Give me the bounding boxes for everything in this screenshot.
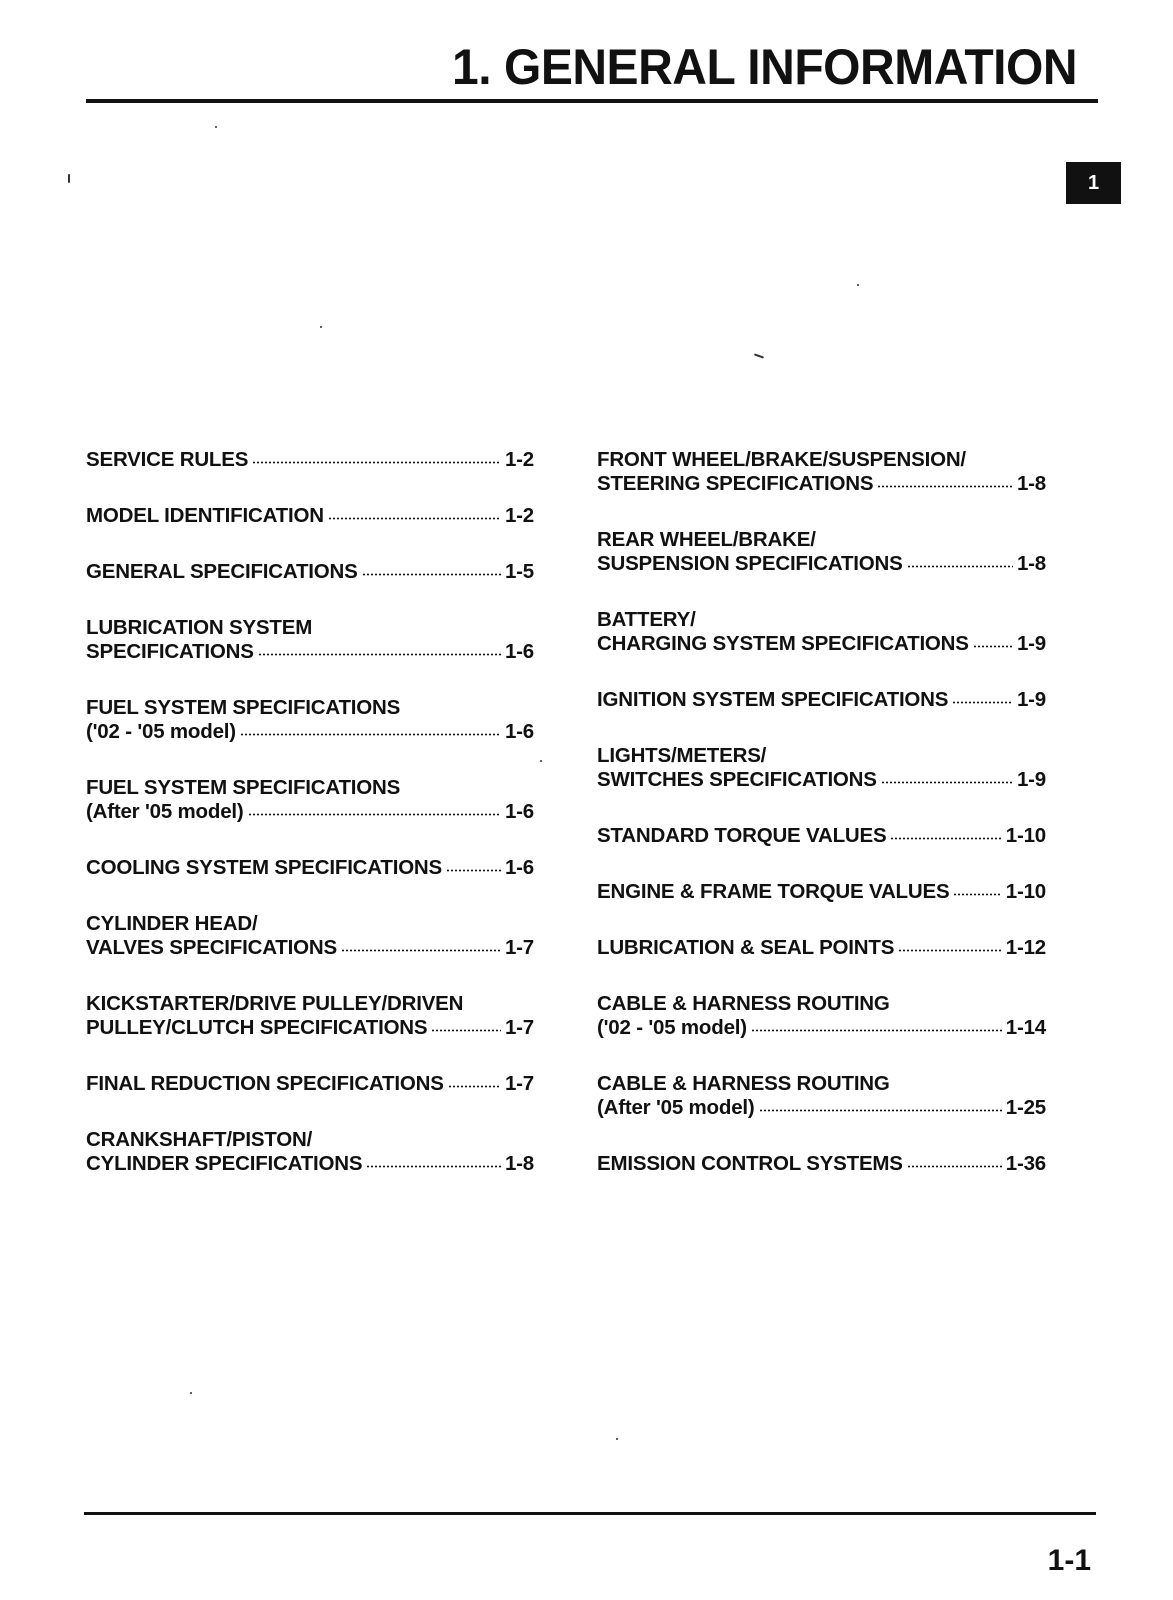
toc-entry-title-line: CABLE & HARNESS ROUTING <box>597 1072 890 1095</box>
dot-leader <box>362 573 501 576</box>
toc-entry-row <box>86 1152 534 1176</box>
toc-entry-title-line: STEERING SPECIFICATIONS <box>597 472 874 495</box>
toc-entry[interactable] <box>597 1072 1046 1120</box>
scan-speck <box>540 760 542 762</box>
toc-page-ref: 1-6 <box>504 720 534 743</box>
toc-entry[interactable] <box>86 992 534 1040</box>
toc-entry[interactable] <box>86 1072 534 1096</box>
toc-entry-row <box>86 720 534 744</box>
title-rule <box>86 99 1098 103</box>
dot-leader <box>890 837 1001 840</box>
dot-leader <box>258 653 501 656</box>
page-number: 1-1 <box>1047 1544 1091 1577</box>
dot-leader <box>240 733 501 736</box>
toc-entry[interactable] <box>86 560 534 584</box>
toc-page-ref: 1-12 <box>1005 936 1046 959</box>
toc-entry-title-line: GENERAL SPECIFICATIONS <box>86 560 358 583</box>
scan-speck <box>616 1438 618 1440</box>
toc-entry-row <box>597 1096 1046 1120</box>
dot-leader <box>366 1165 501 1168</box>
toc-entry-title-line: KICKSTARTER/DRIVE PULLEY/DRIVEN <box>86 992 464 1015</box>
toc-entry-row <box>597 632 1046 656</box>
toc-entry-title-line: LIGHTS/METERS/ <box>597 744 767 767</box>
dot-leader <box>328 517 501 520</box>
toc-entry[interactable] <box>86 776 534 824</box>
toc-entry[interactable] <box>86 616 534 664</box>
toc-entry-title-line: ENGINE & FRAME TORQUE VALUES <box>597 880 950 903</box>
toc-entry-title-line: FRONT WHEEL/BRAKE/SUSPENSION/ <box>597 448 966 471</box>
toc-entry-title-line: COOLING SYSTEM SPECIFICATIONS <box>86 856 443 879</box>
toc-entry-row <box>597 472 1046 496</box>
toc-entry-title-line: CYLINDER HEAD/ <box>86 912 258 935</box>
toc-entry-row <box>597 936 1046 960</box>
toc-entry-title-line: FINAL REDUCTION SPECIFICATIONS <box>86 1072 444 1095</box>
toc-page-ref: 1-25 <box>1005 1096 1046 1119</box>
toc-entry[interactable] <box>597 448 1046 496</box>
toc-entry-row <box>597 1016 1046 1040</box>
footer-rule <box>84 1512 1096 1515</box>
dot-leader <box>953 893 1001 896</box>
toc-entry[interactable] <box>597 992 1046 1040</box>
toc-entry-row <box>86 504 534 528</box>
dot-leader <box>973 645 1013 648</box>
toc-entry-row <box>86 448 534 472</box>
toc-page-ref: 1-6 <box>504 800 534 823</box>
toc-page-ref: 1-2 <box>504 504 534 527</box>
toc-page-ref: 1-10 <box>1005 824 1046 847</box>
toc-entry-row <box>597 768 1046 792</box>
toc-entry[interactable] <box>86 912 534 960</box>
toc-entry-row <box>86 856 534 880</box>
toc-entry-title-line: IGNITION SYSTEM SPECIFICATIONS <box>597 688 949 711</box>
toc-entry-row <box>597 1152 1046 1176</box>
toc-page-ref: 1-7 <box>504 1072 534 1095</box>
toc-entry-row <box>86 936 534 960</box>
dot-leader <box>907 565 1013 568</box>
toc-entry-title-line: SUSPENSION SPECIFICATIONS <box>597 552 903 575</box>
toc-entry-row <box>597 824 1046 848</box>
toc-entry[interactable] <box>597 936 1046 960</box>
dot-leader <box>907 1165 1002 1168</box>
dot-leader <box>448 1085 501 1088</box>
toc-entry-title-line: SWITCHES SPECIFICATIONS <box>597 768 877 791</box>
toc-entry-title-line: CABLE & HARNESS ROUTING <box>597 992 890 1015</box>
dot-leader <box>341 949 501 952</box>
toc-entry-title-line: FUEL SYSTEM SPECIFICATIONS <box>86 776 401 799</box>
scan-speck <box>857 284 859 286</box>
dot-leader <box>759 1109 1002 1112</box>
toc-entry-title-line: REAR WHEEL/BRAKE/ <box>597 528 816 551</box>
toc-entry[interactable] <box>597 824 1046 848</box>
toc-page-ref: 1-5 <box>504 560 534 583</box>
toc-entry[interactable] <box>597 744 1046 792</box>
toc-entry[interactable] <box>597 1152 1046 1176</box>
toc-entry[interactable] <box>597 528 1046 576</box>
toc-entry[interactable] <box>86 1128 534 1176</box>
toc-page-ref: 1-8 <box>504 1152 534 1175</box>
dot-leader <box>898 949 1002 952</box>
toc-page-ref: 1-10 <box>1005 880 1046 903</box>
toc-entry-title-line: ('02 - '05 model) <box>86 720 236 743</box>
toc-entry-title-line: VALVES SPECIFICATIONS <box>86 936 337 959</box>
dot-leader <box>446 869 501 872</box>
toc-entry-row <box>86 560 534 584</box>
toc-entry-title-line: LUBRICATION & SEAL POINTS <box>597 936 895 959</box>
toc-entry-row <box>86 640 534 664</box>
toc-entry-row <box>597 880 1046 904</box>
toc-entry-title-line: CHARGING SYSTEM SPECIFICATIONS <box>597 632 969 655</box>
toc-page-ref: 1-9 <box>1016 688 1046 711</box>
toc-page-ref: 1-6 <box>504 640 534 663</box>
toc-entry-row <box>86 1072 534 1096</box>
toc-page-ref: 1-2 <box>504 448 534 471</box>
toc-page-ref: 1-8 <box>1016 552 1046 575</box>
toc-entry[interactable] <box>86 448 534 472</box>
toc-entry-row <box>86 800 534 824</box>
toc-entry-row <box>86 1016 534 1040</box>
dot-leader <box>952 701 1013 704</box>
toc-entry-title-line: SPECIFICATIONS <box>86 640 254 663</box>
toc-entry-title-line: STANDARD TORQUE VALUES <box>597 824 887 847</box>
toc-page-ref: 1-14 <box>1005 1016 1046 1039</box>
toc-entry-title-line: CRANKSHAFT/PISTON/ <box>86 1128 313 1151</box>
toc-entry[interactable] <box>86 856 534 880</box>
toc-entry-row <box>597 552 1046 576</box>
toc-entry-title-line: SERVICE RULES <box>86 448 249 471</box>
scan-speck <box>215 126 217 128</box>
dot-leader <box>877 485 1013 488</box>
toc-page-ref: 1-7 <box>504 1016 534 1039</box>
toc-entry[interactable] <box>86 504 534 528</box>
toc-entry[interactable] <box>597 608 1046 656</box>
toc-entry[interactable] <box>86 696 534 744</box>
toc-entry[interactable] <box>597 880 1046 904</box>
scan-speck <box>320 326 322 328</box>
toc-page-ref: 1-7 <box>504 936 534 959</box>
toc-page-ref: 1-9 <box>1016 768 1046 791</box>
toc-entry-row <box>597 688 1046 712</box>
toc-entry-title-line: LUBRICATION SYSTEM <box>86 616 313 639</box>
toc-entry-title-line: ('02 - '05 model) <box>597 1016 747 1039</box>
scan-speck <box>68 174 70 183</box>
scan-speck <box>190 1392 192 1394</box>
toc-entry-title-line: PULLEY/CLUTCH SPECIFICATIONS <box>86 1016 428 1039</box>
toc-page-ref: 1-8 <box>1016 472 1046 495</box>
section-tab[interactable]: 1 <box>1066 162 1121 204</box>
toc-entry-title-line: MODEL IDENTIFICATION <box>86 504 324 527</box>
dot-leader <box>252 461 501 464</box>
toc-page-ref: 1-6 <box>504 856 534 879</box>
dot-leader <box>751 1029 1002 1032</box>
toc-page-ref: 1-9 <box>1016 632 1046 655</box>
toc-entry[interactable] <box>597 688 1046 712</box>
dot-leader <box>248 813 501 816</box>
chapter-title: 1. GENERAL INFORMATION <box>451 39 1077 95</box>
toc-entry-title-line: (After '05 model) <box>86 800 244 823</box>
toc-entry-title-line: BATTERY/ <box>597 608 696 631</box>
toc-entry-title-line: (After '05 model) <box>597 1096 755 1119</box>
dot-leader <box>431 1029 501 1032</box>
scan-speck <box>754 353 764 358</box>
toc-entry-title-line: EMISSION CONTROL SYSTEMS <box>597 1152 903 1175</box>
toc-page-ref: 1-36 <box>1005 1152 1046 1175</box>
dot-leader <box>881 781 1013 784</box>
toc-entry-title-line: FUEL SYSTEM SPECIFICATIONS <box>86 696 401 719</box>
toc-entry-title-line: CYLINDER SPECIFICATIONS <box>86 1152 363 1175</box>
